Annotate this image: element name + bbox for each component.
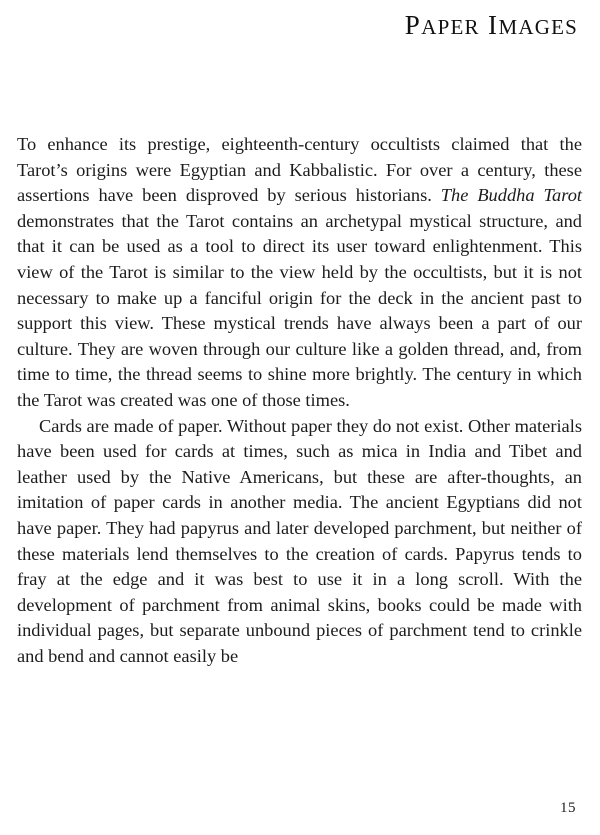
paragraph-1-pre: To enhance its prestige, eighteenth-century occultists claimed that the Tarot’s origins were Egyptian and Kabbalistic. For over a century, these assertions have been disproved by serious historians.: [17, 134, 582, 206]
paragraph-2: Cards are made of paper. Without paper they do not exist. Other materials have been used for cards at times, such as mica in India and Tibet and leather used by the Native Americans, but these are after-thoughts, an imitation of paper cards in another media. The ancient Egyptians did not have paper. They had papyrus and later developed parchment, but neither of these materials lend themselves to the creation of cards. Papyrus tends to fray at the edge and it was best to use it in a long scroll. With the development of parchment from animal skins, books could be made with individual pages, but separate unbound pieces of parchment tend to crinkle and bend and cannot easily be: [17, 415, 582, 666]
page-number: 15: [560, 800, 576, 816]
running-head-rest-1: APER: [421, 15, 480, 39]
paragraph-1-post: demonstrates that the Tarot contains an archetypal mystical structure, and that it can be used as a tool to direct its user toward enlightenment. This view of the Tarot is similar to the view held by the occultists, but it is not necessary to make up a fanciful origin for the deck in the ancient past to support this view. These mystical trends have always been a part of our culture. They are woven through our culture like a golden thread, and, from time to time, the thread seems to shine more brightly. The century in which the Tarot was created was one of those times.: [17, 210, 582, 410]
book-title-italic: The Buddha Tarot: [440, 185, 582, 206]
running-head-initial-2: I: [487, 10, 499, 40]
paragraph-1: [17, 132, 582, 414]
running-head: [405, 12, 578, 39]
running-head-initial-1: P: [404, 10, 422, 40]
running-head-rest-2: MAGES: [498, 15, 578, 39]
body-text: [17, 132, 582, 669]
